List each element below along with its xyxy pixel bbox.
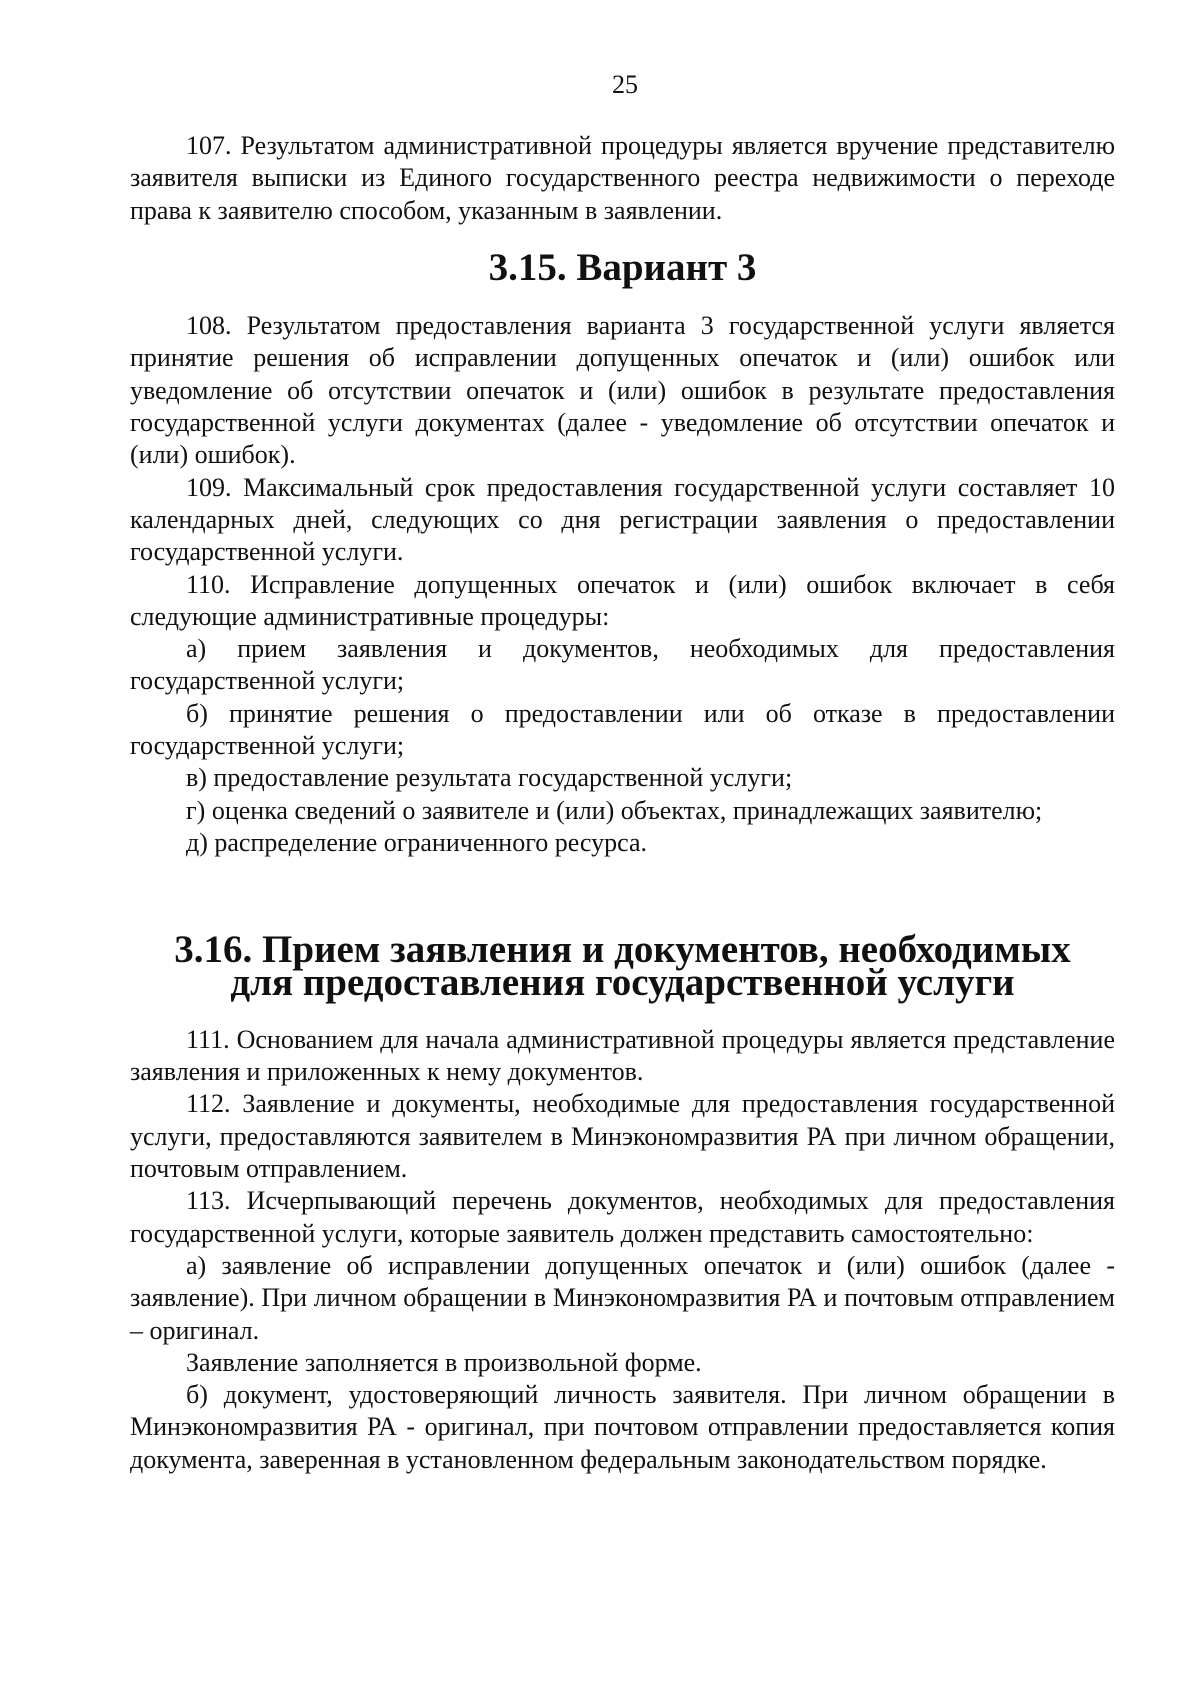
- section-heading-3-15: 3.15. Вариант 3: [488, 245, 757, 289]
- section-heading-3-16-line-2: для предоставления государственной услуги: [230, 960, 1015, 1004]
- list-item-113-a: а) заявление об исправлении допущенных опечаток и (или) ошибок (далее - заявление). При личном обращении в Минэкономразвития РА и почтовым отправлением – оригинал.: [130, 1250, 1115, 1345]
- paragraph-107: 107. Результатом административной процедуры является вручение представителю заявителя выписки из Единого государственного реестра недвижимости о переходе права к заявителю способом, указанным в заявлении.: [130, 131, 1115, 225]
- list-item-110-v: в) предоставление результата государственной услуги;: [186, 763, 793, 793]
- document-content: [130, 130, 1115, 1476]
- list-item-113-b: б) документ, удостоверяющий личность заявителя. При личном обращении в Минэкономразвития РА - оригинал, при почтовом отправлении предоставляется копия документа, заверенная в установленном федеральным законодательством порядке.: [130, 1380, 1115, 1474]
- section-heading-3-16: [130, 928, 1115, 1004]
- note-113: Заявление заполняется в произвольной форме.: [186, 1347, 702, 1377]
- section-heading-3-16-line-1: 3.16. Прием заявления и документов, необходимых: [174, 928, 1071, 972]
- paragraph-113: 113. Исчерпывающий перечень документов, необходимых для предоставления государственной услуги, которые заявитель должен представить самостоятельно:: [130, 1186, 1115, 1248]
- list-item-110-d: д) распределение ограниченного ресурса.: [186, 827, 648, 857]
- paragraph-112: 112. Заявление и документы, необходимые для предоставления государственной услуги, предоставляются заявителем в Минэкономразвития РА при личном обращении, почтовым отправлением.: [130, 1089, 1115, 1184]
- paragraph-111: 111. Основанием для начала административной процедуры является представление заявления и приложенных к нему документов.: [130, 1024, 1115, 1087]
- list-item-110-a: а) прием заявления и документов, необходимых для предоставления государственной услуги;: [130, 634, 1115, 696]
- paragraph-109: 109. Максимальный срок предоставления государственной услуги составляет 10 календарных дней, следующих со дня регистрации заявления о предоставлении государственной услуги.: [130, 472, 1115, 567]
- list-item-110-b: б) принятие решения о предоставлении или об отказе в предоставлении государственной услуги;: [130, 698, 1115, 761]
- paragraph-108: 108. Результатом предоставления варианта 3 государственной услуги является принятие решения об исправлении допущенных опечаток и (или) ошибок или уведомление об отсутствии опечаток и (или) ошибок в результате предоставления государственной услуги документах (далее - уведомление об отсутствии опечаток и (или) ошибок).: [130, 311, 1115, 470]
- list-item-110-g: г) оценка сведений о заявителе и (или) объектах, принадлежащих заявителю;: [186, 795, 1043, 825]
- paragraph-110: 110. Исправление допущенных опечаток и (или) ошибок включает в себя следующие административные процедуры:: [130, 569, 1115, 631]
- page-number: 25: [612, 70, 638, 99]
